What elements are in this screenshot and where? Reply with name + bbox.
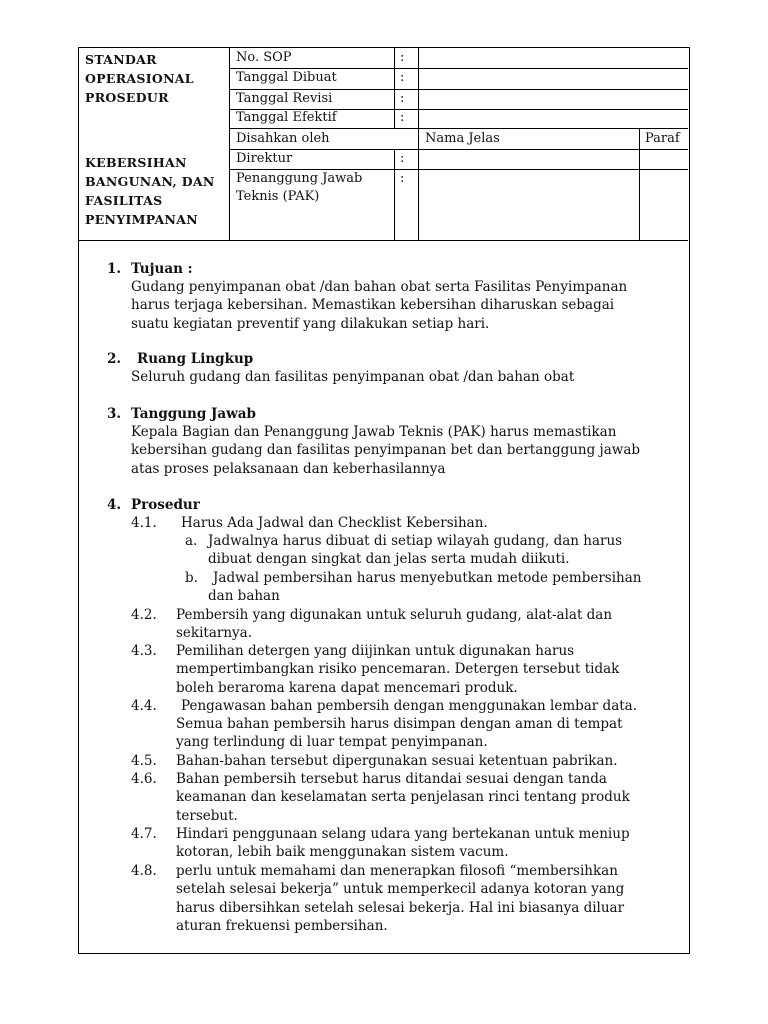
- text-line: mempertimbangkan risiko pencemaran. Detergen tersebut tidak: [176, 661, 620, 678]
- item-number: 4.4.: [131, 698, 157, 714]
- colon: :: [400, 171, 405, 186]
- text-line: kebersihan gudang dan fasilitas penyimpanan bet dan bertanggung jawab: [131, 442, 641, 459]
- text-line: perlu untuk memahami dan menerapkan filosofi “membersihkan: [176, 863, 618, 879]
- section-text-ruang-lingkup: [131, 368, 683, 386]
- text-line: kotoran, lebih baik menggunakan sistem vacum.: [176, 844, 509, 861]
- grid-line: [639, 129, 640, 240]
- text-line: sekitarnya.: [176, 625, 253, 642]
- item-text: Harus Ada Jadwal dan Checklist Kebersihan.: [181, 515, 488, 531]
- text-line: setelah selesai bekerja” untuk memperkecil adanya kotoran yang: [176, 881, 625, 898]
- item-number: 4.8.: [131, 863, 157, 879]
- text-line: keamanan dan keselamatan serta penjelasan rinci tentang produk: [176, 789, 630, 806]
- item-number: 4.1.: [131, 515, 157, 531]
- grid-line: [229, 128, 688, 129]
- item-text: [176, 715, 683, 752]
- item-number: 4.7.: [131, 826, 157, 842]
- subitem-mark: a.: [185, 533, 198, 549]
- section-number: 3.: [107, 406, 122, 422]
- tanggal-revisi-label: Tanggal Revisi: [236, 91, 333, 106]
- text-line: suatu kegiatan preventif yang dilakukan setiap hari.: [131, 315, 490, 332]
- text-line: Bahan pembersih tersebut harus ditandai sesuai dengan tanda: [176, 771, 607, 787]
- section-number: 4.: [107, 497, 122, 513]
- text-line: Pemilihan detergen yang diijinkan untuk digunakan harus: [176, 643, 575, 659]
- grid-line: [418, 48, 419, 240]
- section-number: 2.: [107, 351, 122, 367]
- penanggung-jawab-label: Penanggung Jawab: [236, 171, 363, 186]
- sop-document: [78, 47, 690, 954]
- disahkan-oleh-label: Disahkan oleh: [236, 131, 330, 146]
- text-line: atas proses pelaksanaan dan keberhasilannya: [131, 460, 446, 477]
- penanggung-jawab-label: Teknis (PAK): [236, 189, 320, 204]
- colon: :: [400, 110, 405, 125]
- text-line: Seluruh gudang dan fasilitas penyimpanan obat /dan bahan obat: [131, 369, 575, 385]
- subitem-text: [213, 569, 683, 587]
- text-line: dan bahan: [208, 588, 280, 604]
- text-line: Semua bahan pembersih harus disimpan dengan aman di tempat: [176, 716, 623, 732]
- text-line: yang terlindung di luar tempat penyimpanan.: [176, 734, 488, 751]
- item-text: Bahan-bahan tersebut dipergunakan sesuai ketentuan pabrikan.: [176, 753, 618, 769]
- grid-line: [394, 149, 395, 240]
- sop-subject-line-3: FASILITAS: [85, 193, 163, 208]
- item-text: [176, 770, 683, 825]
- item-text: [176, 606, 683, 643]
- section-title-tujuan: Tujuan :: [131, 261, 193, 277]
- text-line: Hindari penggunaan selang udara yang bertekanan untuk meniup: [176, 826, 630, 842]
- no-sop-label: No. SOP: [236, 50, 292, 65]
- sop-title-line-2: OPERASIONAL: [85, 71, 194, 86]
- section-text-tujuan: [131, 278, 683, 333]
- section-number: 1.: [107, 261, 122, 277]
- item-number: 4.2.: [131, 607, 157, 623]
- item-number: 4.3.: [131, 643, 157, 659]
- text-line: harus terjaga kebersihan. Memastikan kebersihan diharuskan sebagai: [131, 297, 615, 314]
- item-text: [181, 697, 683, 715]
- colon: :: [400, 91, 405, 106]
- tanggal-dibuat-label: Tanggal Dibuat: [236, 70, 337, 85]
- text-line: tersebut.: [176, 807, 238, 824]
- text-line: harus dibersihkan setelah selesai bekerja. Hal ini biasanya diluar: [176, 899, 625, 916]
- colon: :: [400, 70, 405, 85]
- item-text: [176, 825, 683, 862]
- paraf-label: Paraf: [645, 131, 680, 146]
- item-text: [176, 642, 683, 697]
- item-text: [176, 862, 683, 935]
- section-title-tanggung-jawab: Tanggung Jawab: [131, 406, 256, 422]
- text-line: Pengawasan bahan pembersih dengan menggunakan lembar data.: [181, 698, 638, 714]
- grid-line: [229, 149, 688, 150]
- colon: :: [400, 151, 405, 166]
- colon: :: [400, 50, 405, 65]
- sop-subject-line-1: KEBERSIHAN: [85, 155, 187, 170]
- subitem-mark: b.: [185, 570, 198, 586]
- text-line: Gudang penyimpanan obat /dan bahan obat serta Fasilitas Penyimpanan: [131, 279, 628, 295]
- subitem-text: [208, 532, 683, 569]
- text-line: aturan frekuensi pembersihan.: [176, 917, 388, 934]
- section-title-ruang-lingkup: Ruang Lingkup: [137, 351, 254, 367]
- grid-line: [394, 48, 395, 129]
- sop-title-line-1: STANDAR: [85, 52, 157, 67]
- sop-subject-line-4: PENYIMPANAN: [85, 212, 198, 227]
- text-line: dibuat dengan singkat dan jelas serta mudah diikuti.: [208, 551, 570, 568]
- text-line: boleh beraroma karena dapat mencemari produk.: [176, 679, 518, 696]
- sop-header-table: [79, 48, 688, 241]
- sop-title-line-3: PROSEDUR: [85, 90, 169, 105]
- text-line: Kepala Bagian dan Penanggung Jawab Teknis (PAK) harus memastikan: [131, 424, 617, 440]
- sop-title-cell: [79, 48, 230, 240]
- section-title-prosedur: Prosedur: [131, 497, 200, 513]
- text-line: Jadwal pembersihan harus menyebutkan metode pembersihan: [213, 570, 642, 586]
- text-line: Jadwalnya harus dibuat di setiap wilayah gudang, dan harus: [208, 533, 623, 549]
- item-number: 4.5.: [131, 753, 157, 769]
- section-text-tanggung-jawab: [131, 423, 683, 478]
- item-number: 4.6.: [131, 771, 157, 787]
- text-line: Pembersih yang digunakan untuk seluruh gudang, alat-alat dan: [176, 607, 613, 623]
- sop-subject-line-2: BANGUNAN, DAN: [85, 174, 215, 189]
- nama-jelas-label: Nama Jelas: [425, 131, 500, 146]
- direktur-label: Direktur: [236, 151, 293, 166]
- tanggal-efektif-label: Tanggal Efektif: [236, 110, 337, 125]
